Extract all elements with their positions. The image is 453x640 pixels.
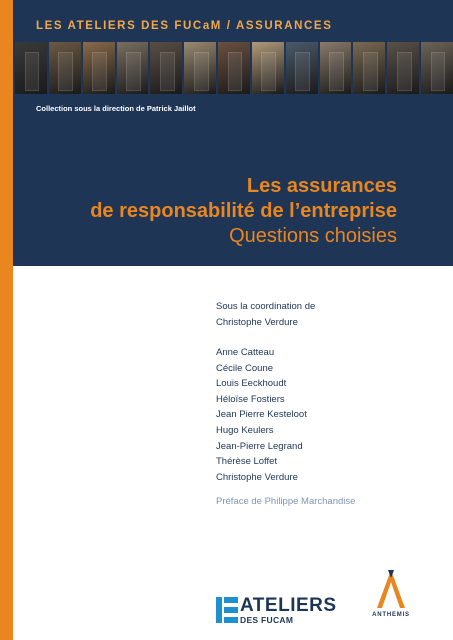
book-title [90,174,397,249]
anthemis-logo [368,568,414,618]
interior-photo [184,42,216,94]
ateliers-logo-mark-icon [216,597,238,623]
coordinator-name: Christophe Verdure [216,317,298,328]
publisher-logo-sub: DES FUCAM [240,615,294,625]
interior-photo [49,42,81,94]
author-name: Christophe Verdure [216,471,298,483]
interior-photo [387,42,419,94]
interior-photo [15,42,47,94]
title-line-1: Les assurances [246,175,397,197]
author-name: Anne Catteau [216,347,275,358]
author-name: Thérèse Loffet [216,456,278,468]
title-line-2: de responsabilité de l’entreprise [90,200,397,222]
interior-photo [218,42,250,94]
interior-photo [83,42,115,94]
orange-side-strip [0,0,13,640]
interior-photo [286,42,318,94]
coordination-label: Sous la coordination de [216,301,316,312]
preface-line: Préface de Philippe Marchandise [216,496,356,507]
interior-photo [117,42,149,94]
anthemis-a-icon [374,568,408,610]
author-name: Jean-Pierre Legrand [216,440,303,452]
interior-photo [421,42,453,94]
author-name: Jean Pierre Kesteloot [216,409,307,421]
author-name: Hugo Keulers [216,424,274,436]
interior-photo [150,42,182,94]
coordination-block [216,299,315,331]
author-name: Cécile Coune [216,362,274,374]
author-list [216,345,307,485]
interior-photo [252,42,284,94]
author-name: Héloïse Fostiers [216,393,285,405]
author-name: Louis Eeckhoudt [216,378,287,390]
series-title: LES ATELIERS DES FUCaM / ASSURANCES [36,20,333,32]
interior-photo [320,42,352,94]
collection-director-line: Collection sous la direction de Patrick Jaillot [36,104,196,113]
interior-photo [353,42,385,94]
publisher-logo-main: ATELIERS [240,595,337,616]
book-subtitle: Questions choisies [229,225,397,247]
ateliers-fucam-logo [216,596,337,625]
photo-strip [15,42,453,94]
anthemis-label: ANTHEMIS [372,612,410,618]
